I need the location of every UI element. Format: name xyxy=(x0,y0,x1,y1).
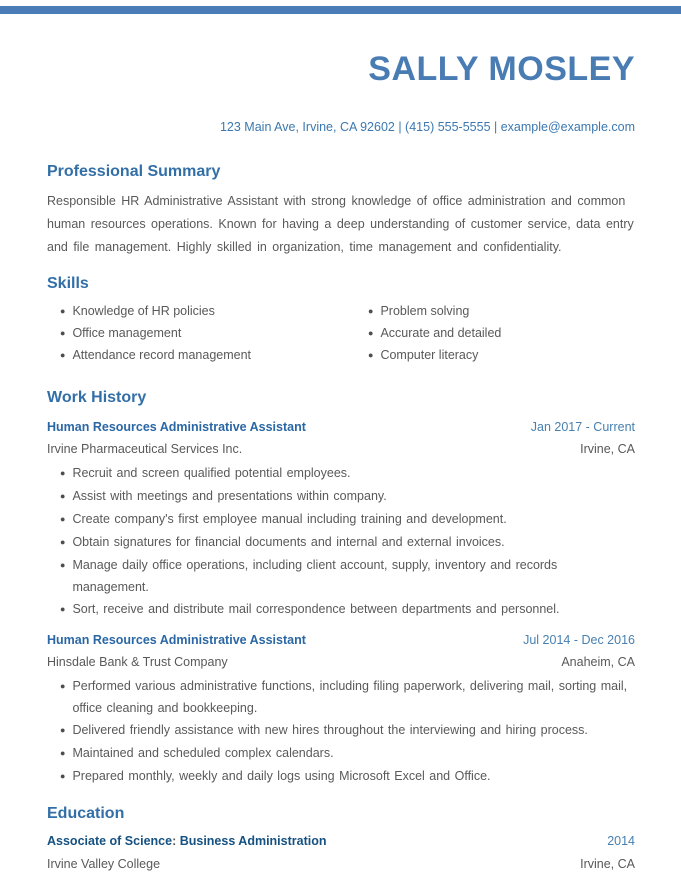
job-title: Human Resources Administrative Assistant xyxy=(47,633,306,647)
job-company: Hinsdale Bank & Trust Company xyxy=(47,655,228,669)
skills-column-right xyxy=(355,301,635,367)
bullet-icon: ● xyxy=(60,328,66,338)
section-heading-education: Education xyxy=(47,805,125,822)
resume-content xyxy=(0,50,681,872)
skill-label: Computer literacy xyxy=(380,348,479,362)
skills-column-left xyxy=(47,301,355,367)
list-item xyxy=(47,485,635,508)
job-bullet-text: Manage daily office operations, including client account, supply, inventory and records management. xyxy=(72,558,558,594)
job-bullet-text: Create company's first employee manual including training and development. xyxy=(72,512,507,526)
skill-label: Accurate and detailed xyxy=(380,326,502,340)
bullet-icon: ● xyxy=(60,681,66,691)
bullet-icon: ● xyxy=(368,306,374,316)
bullet-icon: ● xyxy=(60,748,66,758)
list-item xyxy=(47,765,635,788)
bullet-icon: ● xyxy=(60,468,66,478)
degree-major: Business Administration xyxy=(179,834,327,848)
list-item xyxy=(355,345,635,367)
section-heading-work-history: Work History xyxy=(47,389,147,406)
list-item xyxy=(47,598,635,621)
bullet-icon: ● xyxy=(60,560,66,570)
job-bullet-text: Sort, receive and distribute mail correspondence between departments and personnel. xyxy=(72,602,560,616)
job-location: Anaheim, CA xyxy=(561,655,635,669)
list-item xyxy=(47,675,635,719)
candidate-name: SALLY MOSLEY xyxy=(368,50,635,88)
professional-summary-text: Responsible HR Administrative Assistant with strong knowledge of office administration and common human resources operations. Known for having a deep understanding of customer service, data entry and file management. Highly skilled in organization, time management and confidentiality. xyxy=(47,194,634,254)
skill-label: Attendance record management xyxy=(72,348,252,362)
job-title: Human Resources Administrative Assistant xyxy=(47,420,306,434)
bullet-icon: ● xyxy=(60,514,66,524)
graduation-year: 2014 xyxy=(607,834,635,848)
bullet-icon: ● xyxy=(60,604,66,614)
list-item xyxy=(355,323,635,345)
list-item xyxy=(355,301,635,323)
skills-list xyxy=(47,301,635,367)
section-heading-skills: Skills xyxy=(47,275,89,292)
job-bullet-text: Maintained and scheduled complex calendars. xyxy=(72,746,334,760)
job-bullet-text: Prepared monthly, weekly and daily logs using Microsoft Excel and Office. xyxy=(72,769,491,783)
list-item xyxy=(47,719,635,742)
bullet-icon: ● xyxy=(368,328,374,338)
school-location: Irvine, CA xyxy=(580,857,635,871)
job-title-row xyxy=(47,420,635,435)
job-bullet-text: Obtain signatures for financial documents and internal and external invoices. xyxy=(72,535,505,549)
job-dates: Jul 2014 - Dec 2016 xyxy=(523,633,635,647)
bullet-icon: ● xyxy=(368,350,374,360)
skill-label: Knowledge of HR policies xyxy=(72,304,215,318)
job-bullet-list xyxy=(47,462,635,621)
list-item xyxy=(47,554,635,598)
job-company: Irvine Pharmaceutical Services Inc. xyxy=(47,442,243,456)
education-school-row xyxy=(47,857,635,872)
education-degree-row xyxy=(47,832,635,850)
list-item xyxy=(47,742,635,765)
bullet-icon: ● xyxy=(60,725,66,735)
top-accent-bar xyxy=(0,6,681,14)
section-heading-professional-summary: Professional Summary xyxy=(47,163,221,180)
school-name: Irvine Valley College xyxy=(47,857,161,871)
job-entry xyxy=(47,633,635,788)
skill-label: Office management xyxy=(72,326,182,340)
job-company-row xyxy=(47,442,635,457)
job-bullet-text: Performed various administrative functions, including filing paperwork, delivering mail, sorting mail, office cleaning and bookkeeping. xyxy=(72,679,628,715)
bullet-icon: ● xyxy=(60,491,66,501)
job-dates: Jan 2017 - Current xyxy=(530,420,635,434)
contact-line: 123 Main Ave, Irvine, CA 92602 | (415) 555-5555 | example@example.com xyxy=(219,120,635,134)
list-item xyxy=(47,323,355,345)
list-item xyxy=(47,531,635,554)
list-item xyxy=(47,462,635,485)
list-item xyxy=(47,345,355,367)
job-company-row xyxy=(47,655,635,670)
job-entry xyxy=(47,420,635,621)
bullet-icon: ● xyxy=(60,771,66,781)
job-bullet-text: Recruit and screen qualified potential employees. xyxy=(72,466,351,480)
job-bullet-text: Assist with meetings and presentations within company. xyxy=(72,489,387,503)
degree-separator: : xyxy=(172,834,180,848)
bullet-icon: ● xyxy=(60,350,66,360)
bullet-icon: ● xyxy=(60,306,66,316)
skill-label: Problem solving xyxy=(380,304,470,318)
bullet-icon: ● xyxy=(60,537,66,547)
job-bullet-list xyxy=(47,675,635,788)
list-item xyxy=(47,301,355,323)
job-title-row xyxy=(47,633,635,648)
job-location: Irvine, CA xyxy=(580,442,635,456)
job-bullet-text: Delivered friendly assistance with new hires throughout the interviewing and hiring process. xyxy=(72,723,588,737)
degree-name: Associate of Science xyxy=(47,834,173,848)
education-degree-line xyxy=(47,832,327,850)
list-item xyxy=(47,508,635,531)
